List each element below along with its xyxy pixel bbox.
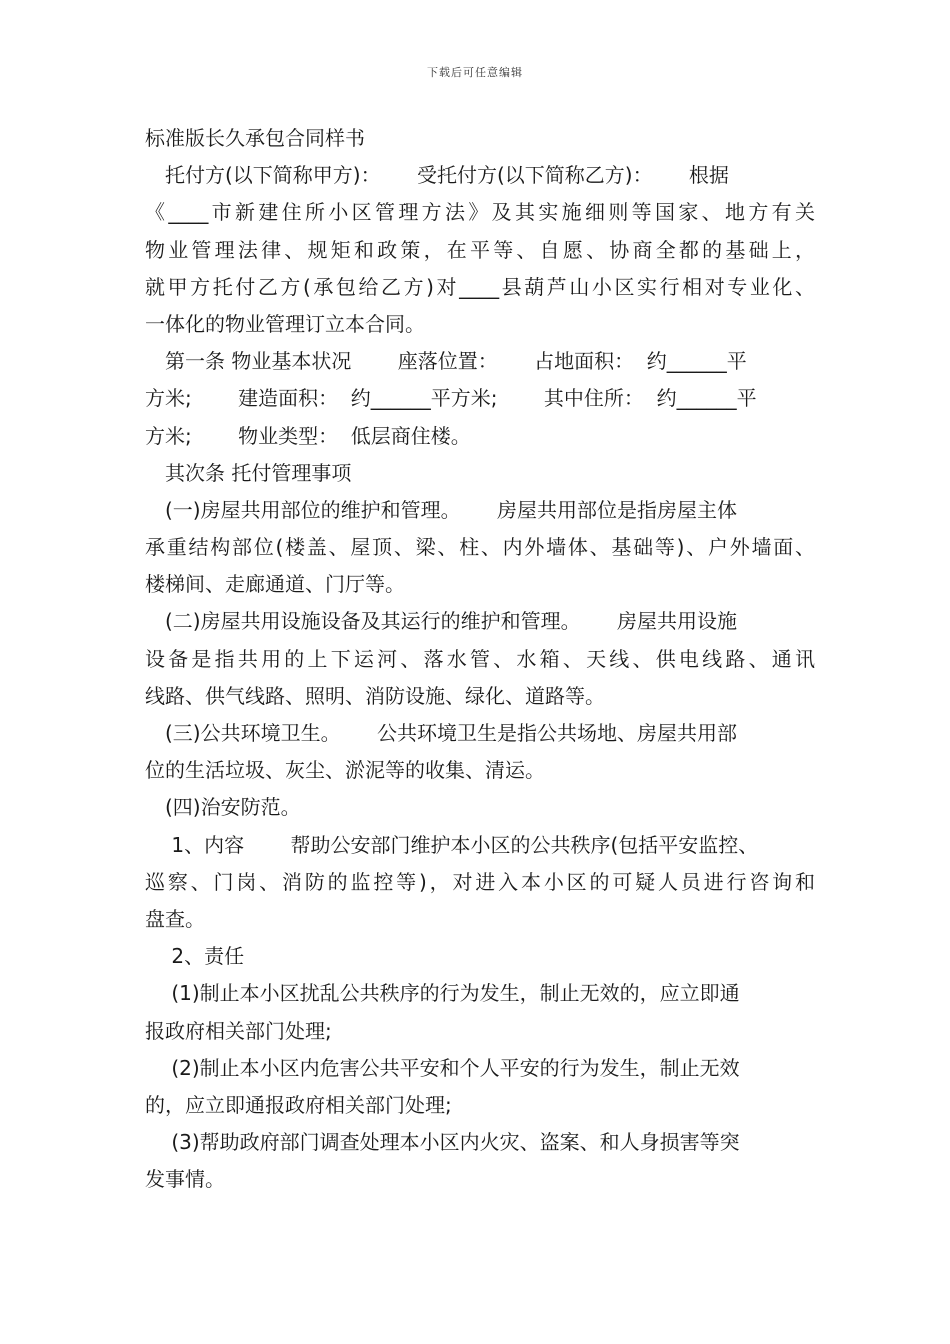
paragraph-line: 就甲方托付乙方(承包给乙方)对____县葫芦山小区实行相对专业化、 [145,274,815,299]
document-body [145,120,815,1198]
paragraph-line: 第一条 物业基本状况 座落位置： 占地面积： 约______平 [145,349,747,374]
page-header-note: 下载后可任意编辑 [427,66,523,79]
paragraph-line: 巡察、门岗、消防的监控等)，对进入本小区的可疑人员进行咨询和 [145,869,815,894]
paragraph-line: 报政府相关部门处理; [145,1018,332,1043]
paragraph-line: 线路、供气线路、照明、消防设施、绿化、道路等。 [145,683,605,708]
paragraph-line: 1、内容 帮助公安部门维护本小区的公共秩序(包括平安监控、 [145,832,759,857]
paragraph-line: 方米; 物业类型： 低层商住楼。 [145,423,471,448]
paragraph-line: (1)制止本小区扰乱公共秩序的行为发生，制止无效的，应立即通 [145,981,740,1006]
paragraph-line: (二)房屋共用设施设备及其运行的维护和管理。 房屋共用设施 [145,609,737,634]
paragraph-line: (3)帮助政府部门调查处理本小区内火灾、盗案、和人身损害等突 [145,1130,740,1155]
paragraph-line: 物业管理法律、规矩和政策，在平等、自愿、协商全都的基础上， [145,237,815,262]
paragraph-line: 楼梯间、走廊通道、门厅等。 [145,572,405,597]
paragraph-line: 一体化的物业管理订立本合同。 [145,311,425,336]
paragraph-line: 托付方(以下简称甲方)： 受托付方(以下简称乙方)： 根据 [145,163,729,188]
document-title: 标准版长久承包合同样书 [145,126,365,150]
paragraph-line: (2)制止本小区内危害公共平安和个人平安的行为发生，制止无效 [145,1055,740,1080]
paragraph-line: 方米; 建造面积： 约______平方米; 其中住所： 约______平 [145,386,757,411]
paragraph-line: (一)房屋共用部位的维护和管理。 房屋共用部位是指房屋主体 [145,497,737,522]
paragraph-line: 设备是指共用的上下运河、落水管、水箱、天线、供电线路、通讯 [145,646,815,671]
paragraph-line: 承重结构部位(楼盖、屋顶、梁、柱、内外墙体、基础等)、户外墙面、 [145,535,815,560]
paragraph-line: 盘查。 [145,906,205,931]
paragraph-line: 位的生活垃圾、灰尘、淤泥等的收集、清运。 [145,758,545,783]
paragraph-line: (三)公共环境卫生。 公共环境卫生是指公共场地、房屋共用部 [145,721,737,745]
paragraph-line: 的，应立即通报政府相关部门处理; [145,1092,452,1117]
paragraph-line: 《____市新建住所小区管理方法》及其实施细则等国家、地方有关 [145,200,815,225]
section-heading: 其次条 托付管理事项 [145,460,352,485]
section-heading: 2、责任 [145,944,245,969]
paragraph-line: 发事情。 [145,1167,225,1192]
section-heading: (四)治安防范。 [145,795,301,820]
